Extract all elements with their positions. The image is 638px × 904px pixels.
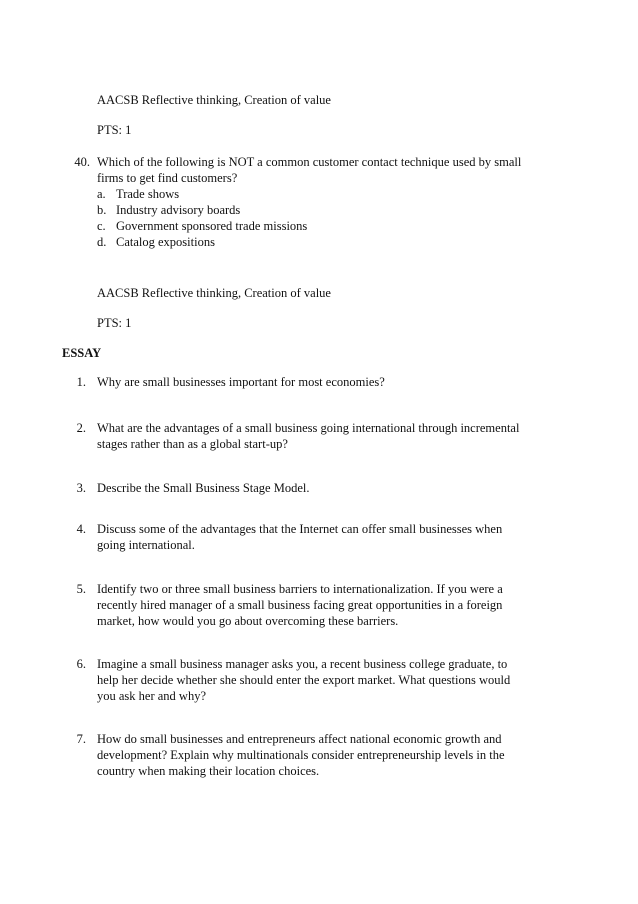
- essay-question-text: going international.: [97, 538, 195, 552]
- question-text: firms to get find customers?: [97, 171, 238, 185]
- essay-question-text: Describe the Small Business Stage Model.: [97, 481, 310, 495]
- essay-question-text: recently hired manager of a small business facing great opportunities in a foreign: [97, 598, 503, 612]
- essay-question-number: 2.: [76, 421, 86, 435]
- choice-text: Industry advisory boards: [116, 203, 241, 217]
- essay-question-text: Discuss some of the advantages that the Internet can offer small businesses when: [97, 522, 503, 536]
- essay-question-text: Identify two or three small business barriers to internationalization. If you were a: [97, 582, 503, 596]
- essay-question-text: Why are small businesses important for most economies?: [97, 375, 385, 389]
- essay-question-number: 5.: [76, 582, 86, 596]
- essay-question-text: country when making their location choices.: [97, 764, 320, 778]
- choice-text: Trade shows: [116, 187, 180, 201]
- aacsb-tag: AACSB Reflective thinking, Creation of value: [97, 286, 331, 300]
- essay-question-text: you ask her and why?: [97, 689, 206, 703]
- essay-question-number: 3.: [76, 481, 86, 495]
- essay-question-text: development? Explain why multinationals consider entrepreneurship levels in the: [97, 748, 505, 762]
- choice-letter: a.: [97, 187, 106, 201]
- essay-question-text: help her decide whether she should enter the export market. What questions would: [97, 673, 511, 687]
- essay-question-number: 1.: [76, 375, 86, 389]
- essay-question-number: 4.: [76, 522, 86, 536]
- question-number: 40.: [74, 155, 90, 169]
- question-text: Which of the following is NOT a common customer contact technique used by small: [97, 155, 522, 169]
- essay-question-text: market, how would you go about overcoming these barriers.: [97, 614, 399, 628]
- section-heading: ESSAY: [62, 346, 102, 360]
- choice-text: Catalog expositions: [116, 235, 215, 249]
- essay-question-text: How do small businesses and entrepreneurs affect national economic growth and: [97, 732, 502, 746]
- points-label: PTS: 1: [97, 123, 132, 137]
- essay-question-text: What are the advantages of a small business going international through incremental: [97, 421, 520, 435]
- points-label: PTS: 1: [97, 316, 132, 330]
- essay-question-number: 7.: [76, 732, 86, 746]
- essay-question-number: 6.: [76, 657, 86, 671]
- choice-letter: d.: [97, 235, 107, 249]
- essay-question-text: stages rather than as a global start-up?: [97, 437, 288, 451]
- choice-letter: c.: [97, 219, 106, 233]
- essay-question-text: Imagine a small business manager asks you, a recent business college graduate, to: [97, 657, 508, 671]
- choice-letter: b.: [97, 203, 107, 217]
- choice-text: Government sponsored trade missions: [116, 219, 308, 233]
- aacsb-tag: AACSB Reflective thinking, Creation of value: [97, 93, 331, 107]
